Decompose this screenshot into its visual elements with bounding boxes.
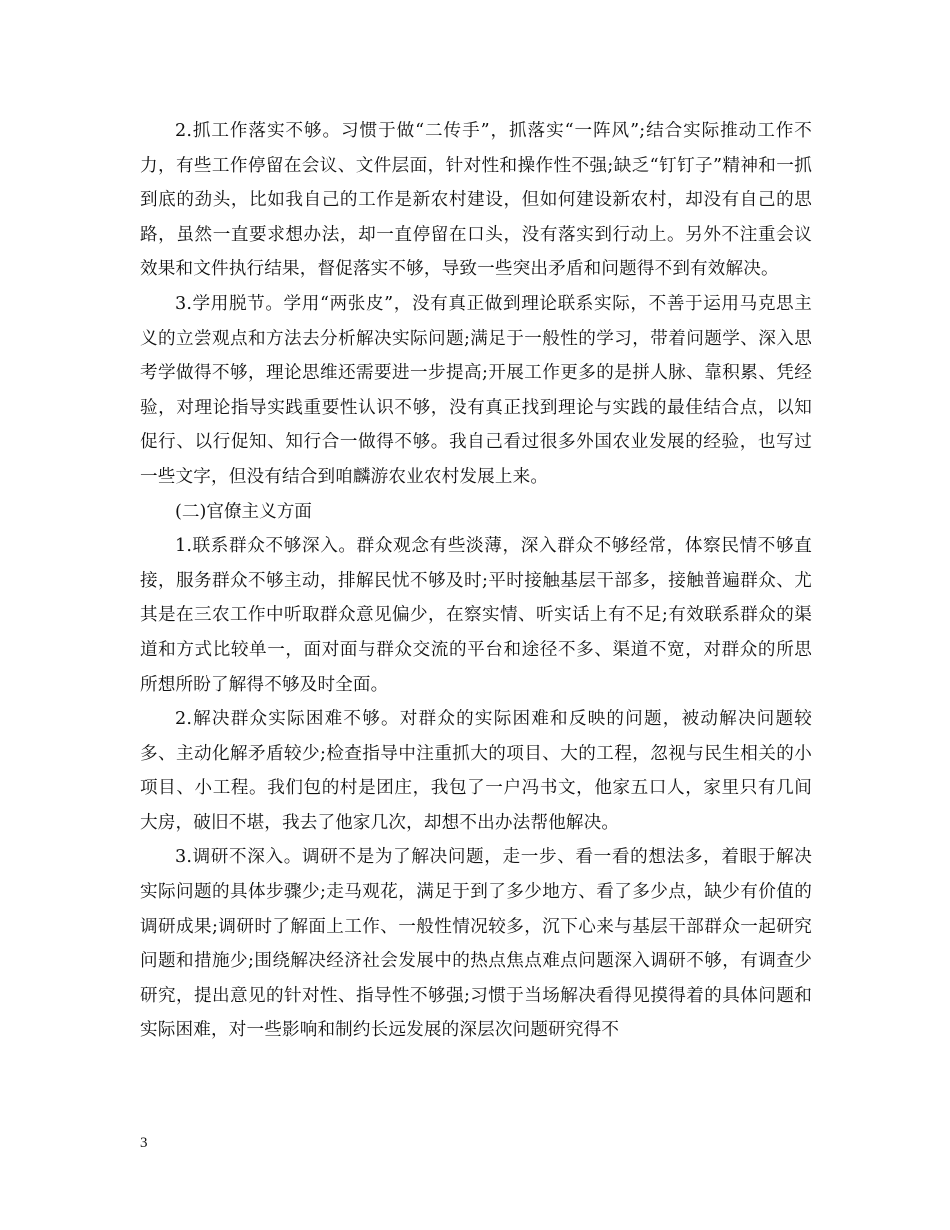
- paragraph-research: 3.调研不深入。调研不是为了解决问题，走一步、看一看的想法多，着眼于解决实际问题的具体步骤少;走马观花，满足于到了多少地方、看了多少点，缺少有价值的调研成果;调研时了解面上工作、一般性情况较多，沉下心来与基层干部群众一起研究问题和措施少;围绕解决经济社会发展中的热点焦点难点问题深入调研不够，有调查少研究，提出意见的针对性、指导性不够强;习惯于当场解决看得见摸得着的具体问题和实际困难，对一些影响和制约长远发展的深层次问题研究得不: [140, 847, 812, 1041]
- paragraph-solve-difficulties: 2.解决群众实际困难不够。对群众的实际困难和反映的问题，被动解决问题较多、主动化解矛盾较少;检查指导中注重抓大的项目、大的工程，忽视与民生相关的小项目、小工程。我们包的村是团庄，我包了一户冯书文，他家五口人，家里只有几间大房，破旧不堪，我去了他家几次，却想不出办法帮他解决。: [140, 709, 812, 833]
- paragraph-learning: 3.学用脱节。学用“两张皮”，没有真正做到理论联系实际，不善于运用马克思主义的立尝观点和方法去分析解决实际问题;满足于一般性的学习，带着问题学、深入思考学做得不够，理论思维还需要进一步提高;开展工作更多的是拼人脉、靠积累、凭经验，对理论指导实践重要性认识不够，没有真正找到理论与实践的最佳结合点，以知促行、以行促知、知行合一做得不够。我自己看过很多外国农业发展的经验，也写过一些文字，但没有结合到咱麟游农业农村发展上来。: [140, 293, 812, 487]
- paragraph-implementation: 2.抓工作落实不够。习惯于做“二传手”，抓落实“一阵风”;结合实际推动工作不力，有些工作停留在会议、文件层面，针对性和操作性不强;缺乏“钉钉子”精神和一抓到底的劲头，比如我自己的工作是新农村建设，但如何建设新农村，却没有自己的思路，虽然一直要求想办法，却一直停留在口头，没有落实到行动上。另外不注重会议效果和文件执行结果，督促落实不够，导致一些突出矛盾和问题得不到有效解决。: [140, 121, 812, 280]
- paragraph-contact-masses: 1.联系群众不够深入。群众观念有些淡薄，深入群众不够经常，体察民情不够直接，服务群众不够主动，排解民忧不够及时;平时接触基层干部多，接触普遍群众、尤其是在三农工作中听取群众意见偏少，在察实情、听实话上有不足;有效联系群众的渠道和方式比较单一，面对面与群众交流的平台和途径不多、渠道不宽，对群众的所思所想所盼了解得不够及时全面。: [140, 536, 812, 695]
- page-number: 3: [140, 1135, 148, 1151]
- section-heading-bureaucratism: (二)官僚主义方面: [175, 501, 312, 522]
- document-body: [140, 114, 812, 1048]
